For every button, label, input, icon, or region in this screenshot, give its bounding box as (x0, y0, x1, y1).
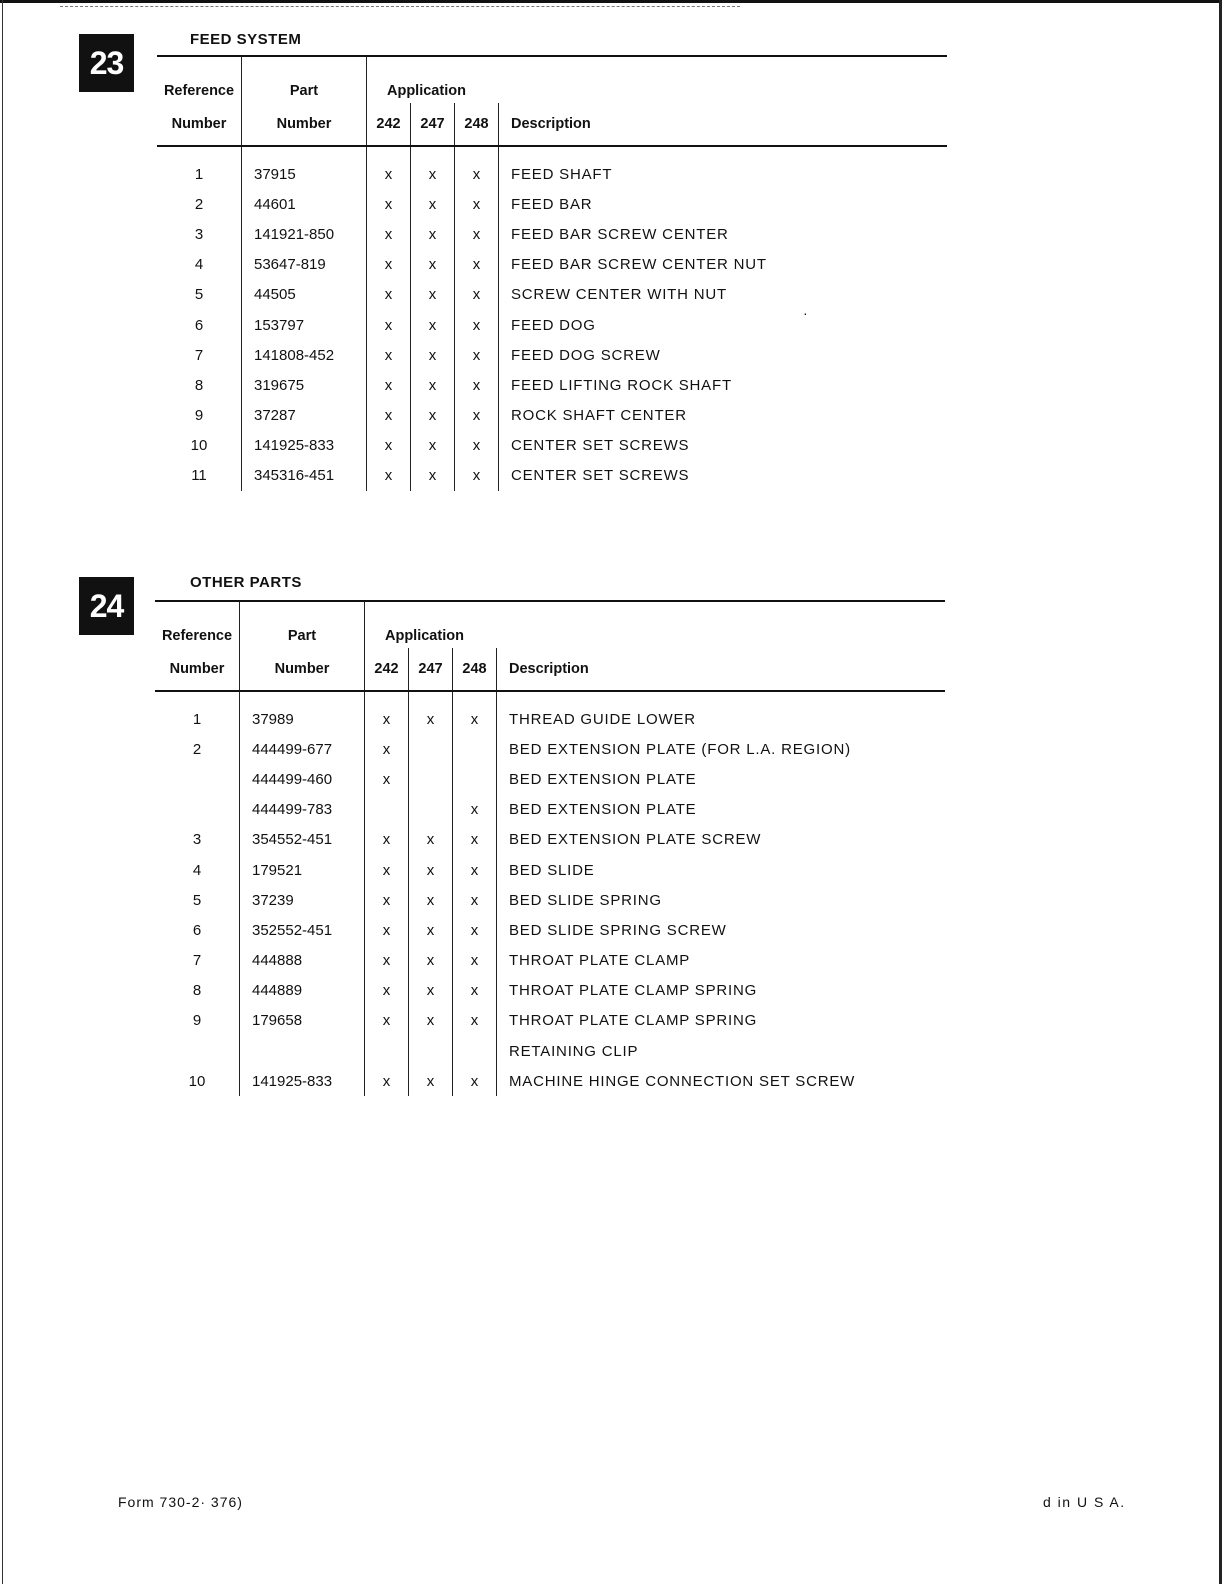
app-247-cell: x (411, 189, 455, 219)
description-cell: THROAT PLATE CLAMP SPRING (509, 1012, 758, 1030)
app-248-cell (453, 1036, 497, 1066)
app-247-cell: x (411, 401, 455, 431)
app-248-cell: x (453, 946, 497, 976)
part-number-cell: 354552-451 (240, 825, 365, 855)
part-number-cell: 141925-833 (242, 431, 367, 461)
app-248-cell: x (455, 219, 499, 249)
stray-dot: · (803, 305, 808, 321)
app-248-cell: x (455, 431, 499, 461)
ref-number-cell: 10 (157, 431, 242, 461)
description-cell: SCREW CENTER WITH NUT (511, 286, 727, 304)
app-248-cell: x (453, 1006, 497, 1036)
ref-header-line1: Reference (155, 601, 240, 648)
part-number-cell: 444889 (240, 976, 365, 1006)
part-number-cell: 179521 (240, 855, 365, 885)
part-number-cell: 141808-452 (242, 340, 367, 370)
app-248-cell: x (455, 189, 499, 219)
app-247-cell (409, 764, 453, 794)
part-header-line1: Part (240, 601, 365, 648)
app-247-cell: x (411, 461, 455, 491)
footer-printed-in: d in U S A. (1043, 1494, 1126, 1510)
table-row (157, 280, 947, 310)
spacer-cell (499, 146, 948, 159)
part-number-cell: 444499-783 (240, 795, 365, 825)
app-247-cell: x (409, 1006, 453, 1036)
app-242-cell (365, 795, 409, 825)
section-title: FEED SYSTEM (190, 31, 302, 48)
app-242-cell: x (367, 310, 411, 340)
table-row (155, 855, 945, 885)
table-row (157, 401, 947, 431)
app-242-cell: x (365, 1006, 409, 1036)
part-number-cell: 319675 (242, 370, 367, 400)
description-cell: FEED BAR SCREW CENTER (511, 225, 729, 243)
table-row (155, 704, 945, 734)
app-248-cell: x (453, 976, 497, 1006)
parts-table-other-parts (155, 600, 945, 1096)
description-cell: BED EXTENSION PLATE SCREW (509, 831, 762, 849)
part-number-cell: 44601 (242, 189, 367, 219)
spacer-cell (367, 146, 411, 159)
spacer-cell (453, 691, 497, 704)
app-247-cell (409, 1036, 453, 1066)
spacer-cell (409, 691, 453, 704)
spacer-cell (155, 691, 240, 704)
table-row (155, 795, 945, 825)
description-cell: THROAT PLATE CLAMP SPRING (509, 982, 758, 1000)
ref-number-cell: 9 (155, 1006, 240, 1036)
ref-number-cell: 10 (155, 1066, 240, 1096)
app-248-cell: x (455, 340, 499, 370)
app-242-cell: x (367, 401, 411, 431)
app-247-cell: x (409, 915, 453, 945)
spacer-cell (455, 146, 499, 159)
app-242-cell: x (365, 885, 409, 915)
app-247-cell: x (411, 219, 455, 249)
ref-number-cell: 8 (157, 370, 242, 400)
app-247-cell: x (409, 825, 453, 855)
app-247-cell: x (411, 370, 455, 400)
part-number-cell: 44505 (242, 280, 367, 310)
spacer-cell (411, 146, 455, 159)
app-242-cell: x (365, 976, 409, 1006)
ref-number-cell (155, 1036, 240, 1066)
part-number-cell: 141925-833 (240, 1066, 365, 1096)
ref-number-cell: 5 (157, 280, 242, 310)
app-248-cell: x (453, 885, 497, 915)
ref-number-cell: 7 (157, 340, 242, 370)
model-247-header: 247 (409, 648, 453, 691)
ref-header-line2: Number (155, 648, 240, 691)
parts-table-feed-system (157, 55, 947, 491)
description-cell: FEED BAR (511, 195, 593, 213)
app-242-cell: x (367, 340, 411, 370)
description-cell: BED SLIDE SPRING SCREW (509, 921, 727, 939)
section-number-badge: 24 (79, 577, 134, 635)
part-number-cell: 37239 (240, 885, 365, 915)
ref-number-cell: 8 (155, 976, 240, 1006)
app-242-cell: x (367, 461, 411, 491)
description-cell: ROCK SHAFT CENTER (511, 407, 687, 425)
description-cell: FEED SHAFT (511, 165, 613, 183)
description-cell: THROAT PLATE CLAMP (509, 952, 691, 970)
app-242-cell: x (367, 280, 411, 310)
app-248-cell: x (455, 370, 499, 400)
spacer-cell (365, 691, 409, 704)
part-number-cell: 352552-451 (240, 915, 365, 945)
top-dashed-rule (60, 6, 740, 7)
app-248-cell: x (455, 461, 499, 491)
table-row (155, 1006, 945, 1036)
app-248-cell: x (453, 795, 497, 825)
app-247-cell (409, 795, 453, 825)
description-cell: BED EXTENSION PLATE (509, 770, 697, 788)
table-row (157, 340, 947, 370)
table-row (155, 734, 945, 764)
app-242-cell: x (365, 855, 409, 885)
app-242-cell: x (367, 189, 411, 219)
part-number-cell: 37989 (240, 704, 365, 734)
app-242-cell: x (367, 250, 411, 280)
description-cell: BED EXTENSION PLATE (509, 801, 697, 819)
part-number-cell: 141921-850 (242, 219, 367, 249)
spacer-row (155, 691, 945, 704)
ref-number-cell: 2 (155, 734, 240, 764)
app-247-cell: x (409, 885, 453, 915)
ref-header-line1: Reference (157, 56, 242, 103)
ref-number-cell: 3 (157, 219, 242, 249)
spacer-cell (242, 146, 367, 159)
app-248-cell: x (455, 159, 499, 189)
part-number-cell: 37915 (242, 159, 367, 189)
app-247-cell: x (409, 946, 453, 976)
description-cell: FEED DOG SCREW (511, 346, 661, 364)
spacer-cell (240, 691, 365, 704)
spacer-cell (497, 691, 946, 704)
description-cell: THREAD GUIDE LOWER (509, 710, 696, 728)
app-248-cell: x (455, 250, 499, 280)
app-247-cell: x (411, 340, 455, 370)
application-header: Application (367, 56, 948, 103)
app-242-cell: x (365, 764, 409, 794)
part-number-cell: 153797 (242, 310, 367, 340)
description-cell: FEED BAR SCREW CENTER NUT (511, 256, 767, 274)
app-247-cell (409, 734, 453, 764)
table-row (157, 250, 947, 280)
part-number-cell: 345316-451 (242, 461, 367, 491)
part-number-cell: 179658 (240, 1006, 365, 1036)
ref-number-cell: 4 (157, 250, 242, 280)
ref-number-cell: 2 (157, 189, 242, 219)
app-247-cell: x (409, 976, 453, 1006)
app-242-cell: x (365, 704, 409, 734)
description-cell: FEED LIFTING ROCK SHAFT (511, 376, 732, 394)
table-row (155, 825, 945, 855)
ref-number-cell: 5 (155, 885, 240, 915)
part-number-cell: 53647-819 (242, 250, 367, 280)
top-border-rule (0, 0, 1222, 3)
table-row (157, 431, 947, 461)
app-248-cell: x (455, 280, 499, 310)
table-row (155, 1066, 945, 1096)
ref-number-cell: 9 (157, 401, 242, 431)
app-248-cell: x (453, 825, 497, 855)
app-248-cell: x (453, 855, 497, 885)
ref-number-cell: 1 (157, 159, 242, 189)
table-row (157, 310, 947, 340)
app-248-cell: x (453, 704, 497, 734)
description-cell: BED SLIDE SPRING (509, 891, 662, 909)
ref-number-cell: 3 (155, 825, 240, 855)
app-242-cell: x (365, 915, 409, 945)
table-row (155, 976, 945, 1006)
model-248-header: 248 (453, 648, 497, 691)
ref-number-cell: 1 (155, 704, 240, 734)
description-cell: BED EXTENSION PLATE (FOR L.A. REGION) (509, 740, 851, 758)
table-row (157, 189, 947, 219)
table-row (157, 461, 947, 491)
app-247-cell: x (409, 855, 453, 885)
description-cell: MACHINE HINGE CONNECTION SET SCREW (509, 1072, 856, 1090)
app-242-cell: x (367, 370, 411, 400)
ref-header-line2: Number (157, 103, 242, 146)
ref-number-cell: 7 (155, 946, 240, 976)
spacer-cell (157, 146, 242, 159)
app-242-cell: x (365, 734, 409, 764)
app-247-cell: x (411, 280, 455, 310)
section-title: OTHER PARTS (190, 574, 302, 591)
application-header: Application (365, 601, 946, 648)
ref-number-cell: 11 (157, 461, 242, 491)
part-number-cell (240, 1036, 365, 1066)
app-242-cell: x (367, 159, 411, 189)
ref-number-cell (155, 795, 240, 825)
app-247-cell: x (409, 1066, 453, 1096)
model-247-header: 247 (411, 103, 455, 146)
ref-number-cell: 6 (155, 915, 240, 945)
app-248-cell: x (453, 1066, 497, 1096)
table-row (155, 885, 945, 915)
table-row (155, 946, 945, 976)
description-cell: RETAINING CLIP (509, 1042, 639, 1060)
app-242-cell: x (367, 219, 411, 249)
ref-number-cell (155, 764, 240, 794)
app-247-cell: x (411, 159, 455, 189)
footer-form-number: Form 730-2· 376) (118, 1494, 243, 1510)
app-247-cell: x (411, 310, 455, 340)
table-row (157, 219, 947, 249)
part-header-line2: Number (240, 648, 365, 691)
part-number-cell: 444888 (240, 946, 365, 976)
description-header: Description (497, 648, 946, 691)
model-242-header: 242 (367, 103, 411, 146)
left-border-rule (2, 0, 3, 1584)
table-row (155, 764, 945, 794)
ref-number-cell: 6 (157, 310, 242, 340)
part-number-cell: 444499-677 (240, 734, 365, 764)
app-248-cell: x (453, 915, 497, 945)
table-row (157, 370, 947, 400)
description-header: Description (499, 103, 948, 146)
app-242-cell: x (365, 825, 409, 855)
spacer-row (157, 146, 947, 159)
ref-number-cell: 4 (155, 855, 240, 885)
app-247-cell: x (409, 704, 453, 734)
part-header-line1: Part (242, 56, 367, 103)
description-cell: CENTER SET SCREWS (511, 437, 690, 455)
description-cell: CENTER SET SCREWS (511, 467, 690, 485)
description-cell: BED SLIDE (509, 861, 595, 879)
app-242-cell: x (367, 431, 411, 461)
model-242-header: 242 (365, 648, 409, 691)
table-row (155, 1036, 945, 1066)
app-248-cell (453, 734, 497, 764)
app-247-cell: x (411, 250, 455, 280)
app-242-cell: x (365, 1066, 409, 1096)
app-248-cell: x (455, 401, 499, 431)
description-cell: FEED DOG (511, 316, 596, 334)
app-247-cell: x (411, 431, 455, 461)
part-header-line2: Number (242, 103, 367, 146)
app-248-cell (453, 764, 497, 794)
app-242-cell (365, 1036, 409, 1066)
part-number-cell: 37287 (242, 401, 367, 431)
part-number-cell: 444499-460 (240, 764, 365, 794)
table-row (155, 915, 945, 945)
app-242-cell: x (365, 946, 409, 976)
model-248-header: 248 (455, 103, 499, 146)
app-248-cell: x (455, 310, 499, 340)
section-number-badge: 23 (79, 34, 134, 92)
table-row (157, 159, 947, 189)
